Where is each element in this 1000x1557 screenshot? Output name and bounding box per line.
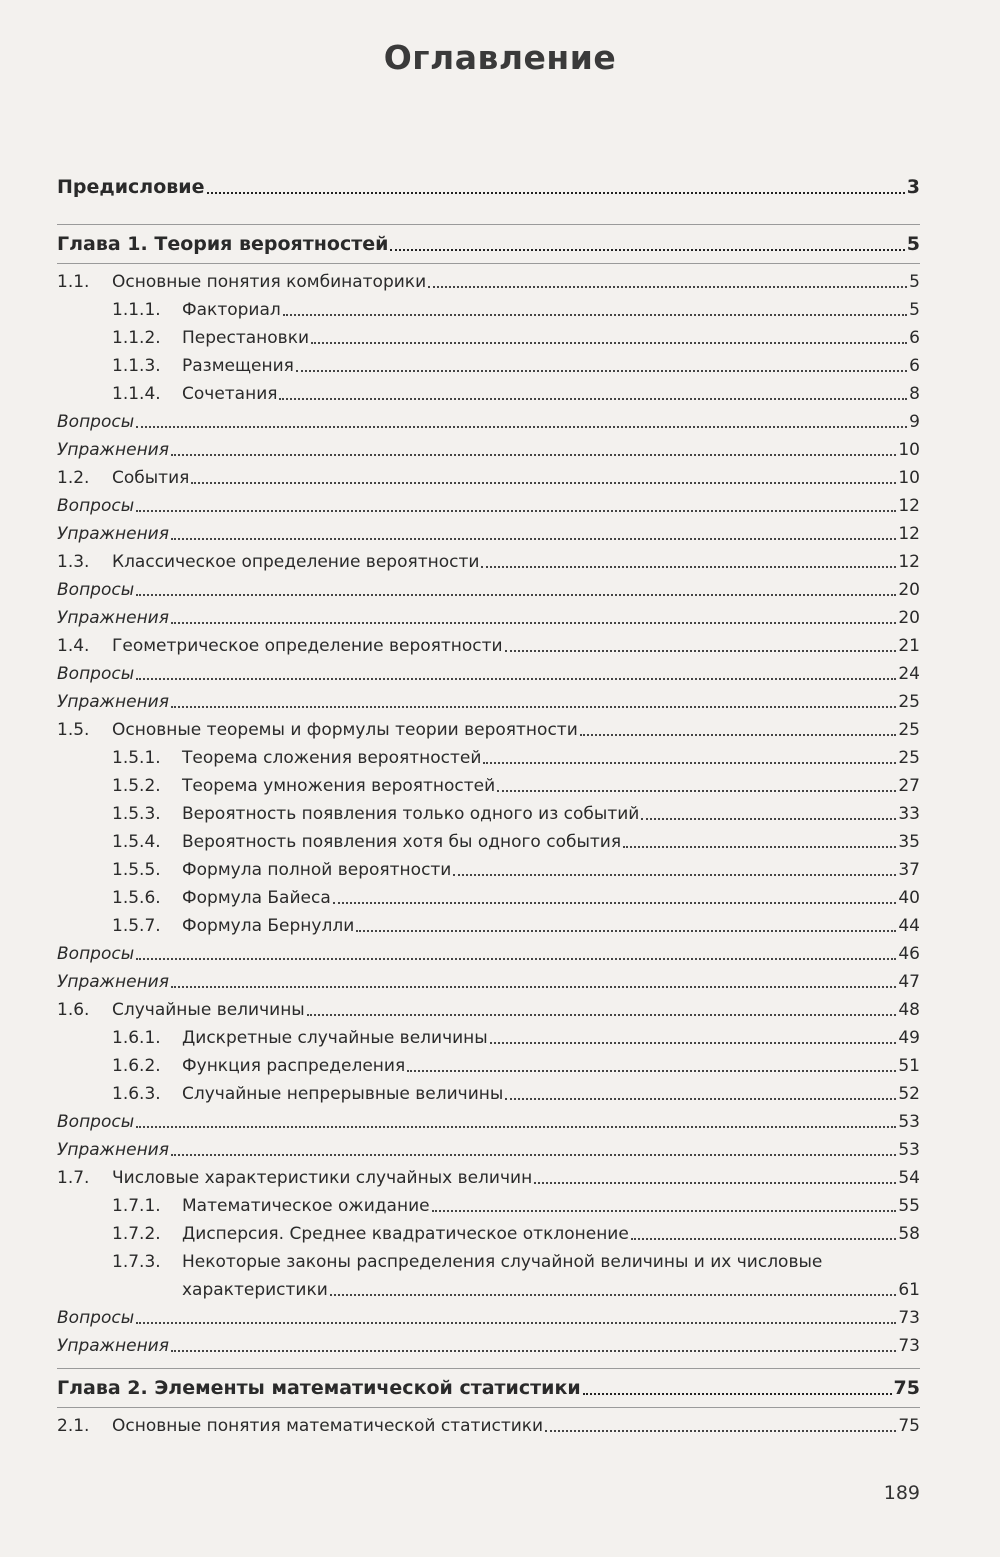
toc-number: 1.1.4.	[112, 384, 161, 404]
toc-page: 73	[898, 1308, 920, 1328]
toc-number: 1.7.3.	[112, 1252, 161, 1272]
toc-entry	[57, 632, 920, 660]
toc-entry	[57, 1136, 920, 1164]
leader-dots	[311, 341, 907, 344]
toc-title: Упражнения	[57, 1140, 169, 1160]
leader-dots	[390, 248, 904, 251]
toc-title: Упражнения	[57, 440, 169, 460]
leader-dots	[623, 845, 896, 848]
toc-entry	[57, 576, 920, 604]
toc-entries	[57, 268, 920, 1248]
toc-title: Вопросы	[57, 1112, 135, 1132]
toc-page: 53	[898, 1112, 920, 1132]
leader-dots	[296, 369, 907, 372]
toc-title: Формула Байеса	[182, 888, 331, 908]
toc-number: 1.7.1.	[112, 1196, 161, 1216]
toc-page: 40	[898, 888, 920, 908]
toc-number: 1.5.4.	[112, 832, 161, 852]
leader-dots	[171, 621, 896, 624]
toc-title: Функция распределения	[182, 1056, 406, 1076]
toc-title: Дисперсия. Среднее квадратическое отклонение	[182, 1224, 629, 1244]
toc-number: 1.5.3.	[112, 804, 161, 824]
leader-dots	[136, 1321, 896, 1324]
leader-dots	[356, 929, 896, 932]
toc-title: Основные теоремы и формулы теории вероятности	[112, 720, 578, 740]
toc-number: 1.3.	[57, 552, 90, 572]
toc-page: 73	[898, 1336, 920, 1356]
toc-entry	[57, 548, 920, 576]
toc-title: Вопросы	[57, 412, 135, 432]
toc-number: 1.2.	[57, 468, 90, 488]
toc-page: 5	[906, 233, 920, 255]
leader-dots	[428, 285, 907, 288]
toc-page: 12	[898, 496, 920, 516]
toc-page: 10	[898, 440, 920, 460]
toc-page: 51	[898, 1056, 920, 1076]
toc-number: 1.4.	[57, 636, 90, 656]
leader-dots	[191, 481, 896, 484]
toc-entry	[57, 1108, 920, 1136]
toc-entry	[57, 1080, 920, 1108]
toc-number: 1.6.3.	[112, 1084, 161, 1104]
toc-number: 1.7.	[57, 1168, 90, 1188]
toc-title: Случайные величины	[112, 1000, 305, 1020]
toc-title: Упражнения	[57, 608, 169, 628]
toc-entry	[57, 436, 920, 464]
toc-entry	[57, 884, 920, 912]
toc-entry	[57, 744, 920, 772]
leader-dots	[171, 705, 896, 708]
leader-dots	[481, 565, 896, 568]
toc-entry-wrapped-cont	[57, 1276, 920, 1304]
leader-dots	[136, 509, 896, 512]
toc-title: Предисловие	[57, 176, 205, 198]
toc-page: 58	[898, 1224, 920, 1244]
toc-page: 10	[898, 468, 920, 488]
leader-dots	[432, 1209, 897, 1212]
leader-dots	[171, 453, 896, 456]
toc-page: 24	[898, 664, 920, 684]
toc-title: Основные понятия комбинаторики	[112, 272, 427, 292]
toc-title: Перестановки	[182, 328, 310, 348]
toc-page: 35	[898, 832, 920, 852]
leader-dots	[497, 789, 896, 792]
table-of-contents	[57, 172, 920, 1440]
toc-entry	[57, 408, 920, 436]
leader-dots	[580, 733, 897, 736]
toc-title: Некоторые законы распределения случайной величины и их числовые	[182, 1252, 823, 1272]
toc-entry	[57, 1220, 920, 1248]
toc-page: 53	[898, 1140, 920, 1160]
leader-dots	[283, 313, 907, 316]
toc-entry	[57, 912, 920, 940]
toc-page: 37	[898, 860, 920, 880]
toc-page: 25	[898, 748, 920, 768]
toc-page: 6	[909, 328, 920, 348]
leader-dots	[407, 1069, 896, 1072]
page-title: Оглавление	[383, 38, 617, 77]
toc-title: Вопросы	[57, 1308, 135, 1328]
divider	[57, 1368, 920, 1369]
toc-title: Вероятность появления только одного из событий	[182, 804, 640, 824]
leader-dots	[136, 677, 896, 680]
toc-entry	[57, 716, 920, 744]
toc-page: 12	[898, 552, 920, 572]
toc-chapter-1	[57, 229, 920, 259]
toc-title: Вероятность появления хотя бы одного события	[182, 832, 622, 852]
toc-title: Упражнения	[57, 1336, 169, 1356]
leader-dots	[279, 397, 907, 400]
leader-dots	[171, 1153, 896, 1156]
toc-title: Числовые характеристики случайных величин	[112, 1168, 533, 1188]
leader-dots	[171, 1349, 896, 1352]
leader-dots	[171, 985, 896, 988]
leader-dots	[136, 593, 896, 596]
leader-dots	[490, 1041, 897, 1044]
leader-dots	[505, 649, 897, 652]
toc-page: 52	[898, 1084, 920, 1104]
leader-dots	[583, 1392, 892, 1395]
toc-number: 1.1.3.	[112, 356, 161, 376]
toc-title: Математическое ожидание	[182, 1196, 430, 1216]
toc-entry	[57, 324, 920, 352]
toc-entry	[57, 296, 920, 324]
leader-dots	[207, 191, 905, 194]
toc-page: 9	[909, 412, 920, 432]
leader-dots	[330, 1293, 897, 1296]
toc-title: Формула Бернулли	[182, 916, 355, 936]
toc-page: 8	[909, 384, 920, 404]
toc-page: 21	[898, 636, 920, 656]
toc-page: 54	[898, 1168, 920, 1188]
toc-page: 55	[898, 1196, 920, 1216]
toc-title: Вопросы	[57, 496, 135, 516]
toc-page: 12	[898, 524, 920, 544]
leader-dots	[641, 817, 896, 820]
toc-title: Теорема умножения вероятностей	[182, 776, 496, 796]
toc-chapter-2	[57, 1373, 920, 1403]
leader-dots	[483, 761, 896, 764]
toc-number: 1.1.	[57, 272, 90, 292]
toc-title: Дискретные случайные величины	[182, 1028, 488, 1048]
toc-entry	[57, 1192, 920, 1220]
toc-number: 1.1.1.	[112, 300, 161, 320]
toc-page: 46	[898, 944, 920, 964]
toc-page: 75	[893, 1377, 920, 1399]
toc-entry	[57, 268, 920, 296]
toc-number: 1.6.2.	[112, 1056, 161, 1076]
toc-title: Вопросы	[57, 580, 135, 600]
toc-page: 48	[898, 1000, 920, 1020]
leader-dots	[534, 1181, 896, 1184]
toc-tail	[57, 1304, 920, 1360]
leader-dots	[136, 425, 907, 428]
toc-number: 2.1.	[57, 1416, 90, 1436]
toc-number: 1.5.1.	[112, 748, 161, 768]
toc-title: Упражнения	[57, 524, 169, 544]
divider	[57, 1407, 920, 1408]
toc-number: 1.5.5.	[112, 860, 161, 880]
toc-entry	[57, 352, 920, 380]
toc-title: Вопросы	[57, 944, 135, 964]
toc-page: 61	[898, 1280, 920, 1300]
toc-entry	[57, 660, 920, 688]
toc-entry	[57, 800, 920, 828]
toc-page: 3	[906, 176, 920, 198]
toc-entry	[57, 492, 920, 520]
toc-entry	[57, 940, 920, 968]
toc-page: 20	[898, 580, 920, 600]
toc-page: 49	[898, 1028, 920, 1048]
toc-title: Основные понятия математической статистики	[112, 1416, 544, 1436]
toc-preface	[57, 172, 920, 202]
toc-title: Формула полной вероятности	[182, 860, 452, 880]
toc-number: 1.5.2.	[112, 776, 161, 796]
toc-entry	[57, 968, 920, 996]
page-number: 189	[883, 1482, 920, 1504]
toc-title: Теорема сложения вероятностей	[182, 748, 482, 768]
toc-number: 1.7.2.	[112, 1224, 161, 1244]
toc-entry	[57, 772, 920, 800]
divider	[57, 224, 920, 225]
toc-title: Сочетания	[182, 384, 278, 404]
leader-dots	[307, 1013, 897, 1016]
toc-title: Глава 1. Теория вероятностей	[57, 233, 389, 255]
toc-entry	[57, 1332, 920, 1360]
leader-dots	[171, 537, 896, 540]
toc-entry	[57, 1024, 920, 1052]
toc-page: 25	[898, 692, 920, 712]
leader-dots	[136, 1125, 896, 1128]
toc-page: 27	[898, 776, 920, 796]
toc-entry	[57, 996, 920, 1024]
toc-number: 1.6.1.	[112, 1028, 161, 1048]
toc-title: События	[112, 468, 190, 488]
toc-number: 1.5.6.	[112, 888, 161, 908]
toc-page: 44	[898, 916, 920, 936]
toc-entry	[57, 604, 920, 632]
leader-dots	[453, 873, 896, 876]
toc-entry	[57, 464, 920, 492]
toc-page: 47	[898, 972, 920, 992]
toc-page: 33	[898, 804, 920, 824]
divider	[57, 263, 920, 264]
toc-number: 1.5.	[57, 720, 90, 740]
toc-title: Упражнения	[57, 692, 169, 712]
toc-title: Случайные непрерывные величины	[182, 1084, 504, 1104]
toc-page: 20	[898, 608, 920, 628]
toc-page: 75	[898, 1416, 920, 1436]
toc-entry	[57, 688, 920, 716]
toc-title: Факториал	[182, 300, 281, 320]
toc-entry	[57, 520, 920, 548]
leader-dots	[333, 901, 897, 904]
toc-title: Глава 2. Элементы математической статистики	[57, 1377, 581, 1399]
toc-entry	[57, 1304, 920, 1332]
leader-dots	[631, 1237, 897, 1240]
toc-entry	[57, 380, 920, 408]
toc-entry	[57, 1052, 920, 1080]
toc-page: 5	[909, 272, 920, 292]
toc-entry	[57, 1164, 920, 1192]
toc-title: Вопросы	[57, 664, 135, 684]
toc-entry-2-1	[57, 1412, 920, 1440]
toc-entry-wrapped	[57, 1248, 920, 1276]
toc-page: 6	[909, 356, 920, 376]
toc-number: 1.1.2.	[112, 328, 161, 348]
toc-title: Размещения	[182, 356, 294, 376]
toc-title: Классическое определение вероятности	[112, 552, 480, 572]
toc-title-cont: характеристики	[182, 1280, 328, 1300]
toc-page: 5	[909, 300, 920, 320]
leader-dots	[545, 1429, 896, 1432]
toc-title: Геометрическое определение вероятности	[112, 636, 503, 656]
leader-dots	[505, 1097, 896, 1100]
toc-entry	[57, 828, 920, 856]
toc-page: 25	[898, 720, 920, 740]
toc-number: 1.5.7.	[112, 916, 161, 936]
leader-dots	[136, 957, 896, 960]
toc-entry	[57, 856, 920, 884]
toc-number: 1.6.	[57, 1000, 90, 1020]
toc-title: Упражнения	[57, 972, 169, 992]
